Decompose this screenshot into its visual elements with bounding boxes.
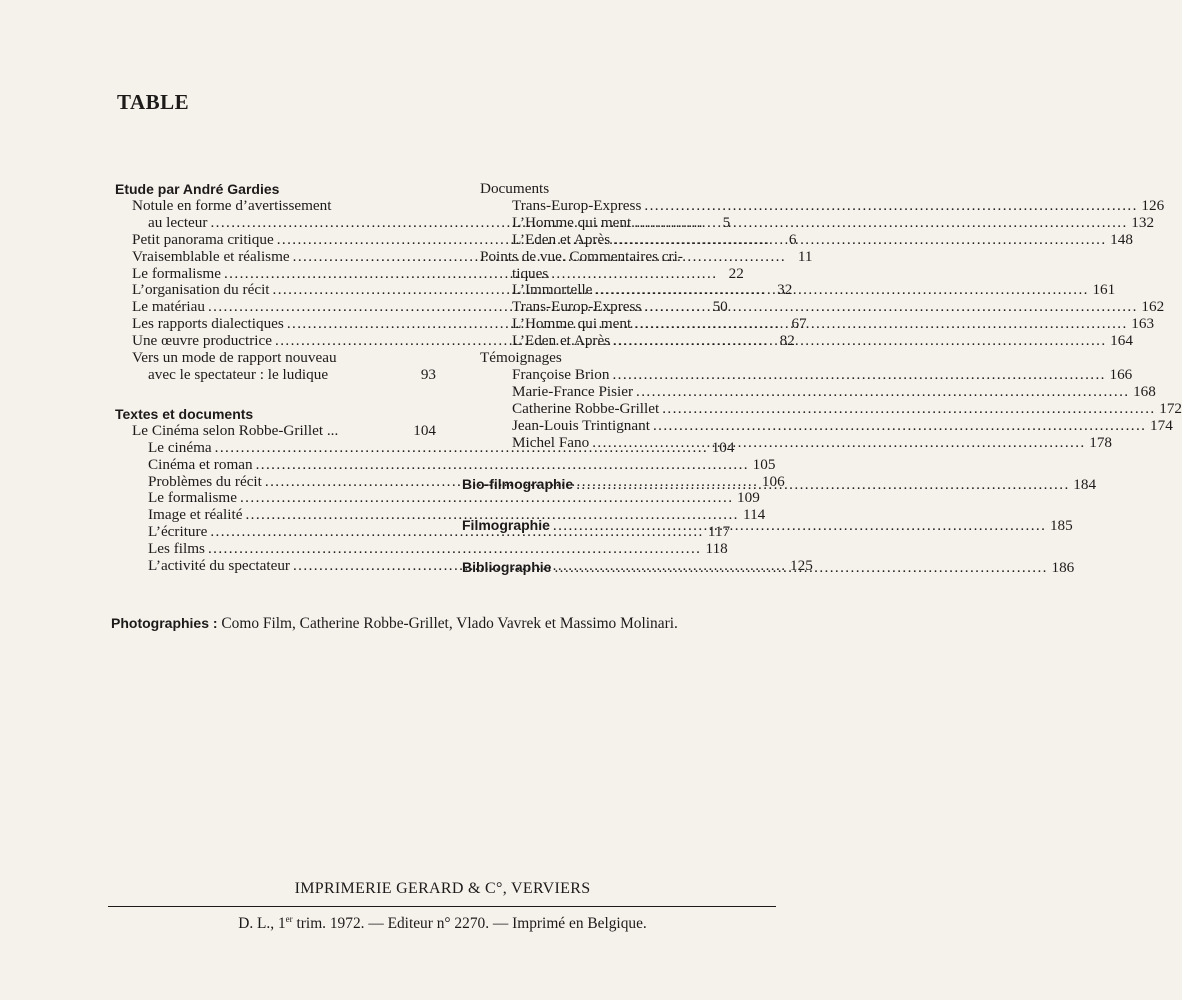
leader-dots bbox=[595, 282, 1086, 299]
toc-entry-text: L’Homme qui ment bbox=[512, 315, 632, 333]
page-number: 67 bbox=[791, 315, 807, 333]
page-number: 104 bbox=[413, 421, 436, 439]
page-number: 164 bbox=[1110, 332, 1133, 350]
section-heading-temoignages: Témoignages bbox=[480, 349, 562, 367]
toc-entry bbox=[115, 506, 766, 524]
section-heading-points-de-vue: Points de vue. Commentaires cri- bbox=[480, 247, 683, 265]
page-number: 106 bbox=[761, 472, 785, 490]
page-number: 22 bbox=[728, 264, 744, 282]
toc-entry-text: Le formalisme bbox=[132, 264, 221, 282]
toc-entry-text: Bibliographie bbox=[462, 559, 552, 576]
page-number: 174 bbox=[1150, 416, 1173, 434]
leader-dots bbox=[576, 477, 1067, 494]
toc-entry-text: Le cinéma bbox=[148, 438, 212, 456]
toc-entry-text: Les films bbox=[148, 540, 205, 558]
page-number: 6 bbox=[788, 230, 797, 248]
photo-credits bbox=[111, 614, 779, 633]
toc-entry bbox=[462, 298, 1165, 316]
toc-entry-text: Le formalisme bbox=[148, 489, 237, 507]
toc-entry-text: au lecteur bbox=[148, 213, 208, 231]
leader-dots bbox=[644, 198, 1135, 215]
page-number: 105 bbox=[752, 455, 776, 473]
page-number: 32 bbox=[777, 281, 793, 299]
photo-credits-text: Como Film, Catherine Robbe-Grillet, Vlado Vavrek et Massimo Molinari. bbox=[221, 615, 678, 632]
page-number: 11 bbox=[797, 247, 813, 265]
page-number: 117 bbox=[707, 523, 731, 541]
leader-dots bbox=[636, 384, 1127, 401]
leader-dots bbox=[612, 367, 1103, 384]
printer-imprint: IMPRIMERIE GERARD & C°, VERVIERS bbox=[294, 880, 591, 897]
toc-entry-text: Cinéma et roman bbox=[148, 455, 253, 473]
page-number: 162 bbox=[1141, 298, 1165, 316]
page-number: 172 bbox=[1159, 399, 1182, 417]
toc-entry-text: avec le spectateur : le ludique bbox=[148, 365, 329, 383]
page-title: TABLE bbox=[117, 90, 190, 114]
toc-entry bbox=[115, 540, 728, 558]
toc-entry bbox=[462, 416, 1173, 435]
legal-text-pre: D. L., 1 bbox=[238, 915, 286, 932]
toc-entry-text: Catherine Robbe-Grillet bbox=[512, 399, 660, 417]
toc-entry bbox=[462, 196, 1165, 215]
toc-entry bbox=[462, 399, 1182, 418]
page-number: 93 bbox=[420, 365, 436, 383]
page-number: 109 bbox=[737, 489, 760, 507]
toc-entry-text: Problèmes du récit bbox=[148, 472, 262, 490]
toc-entry bbox=[462, 433, 1113, 452]
toc-entry bbox=[462, 365, 1133, 384]
page-number: 184 bbox=[1073, 475, 1097, 493]
toc-entry bbox=[115, 367, 436, 384]
page-number: 114 bbox=[743, 506, 766, 524]
leader-dots bbox=[634, 316, 1125, 333]
toc-entry-text: Françoise Brion bbox=[512, 365, 610, 383]
toc-entry bbox=[115, 455, 776, 474]
toc-entry-text: Filmographie bbox=[462, 517, 550, 534]
toc-entry-text: Notule en forme d’avertissement bbox=[132, 196, 332, 214]
toc-entry-text: L’Eden et Après bbox=[512, 230, 611, 248]
section-heading-etude: Etude par André Gardies bbox=[115, 181, 280, 197]
toc-entry-text: L’Eden et Après bbox=[512, 332, 611, 350]
toc-entry-text: Bio-filmographie bbox=[462, 475, 574, 492]
page-number: 132 bbox=[1131, 213, 1155, 231]
divider bbox=[108, 906, 776, 907]
toc-entry-text: L’activité du spectateur bbox=[148, 557, 290, 575]
page-number: 118 bbox=[705, 540, 728, 558]
toc-entry-text: Jean-Louis Trintignant bbox=[512, 416, 650, 434]
toc-entry-text: L’Homme qui ment bbox=[512, 213, 632, 231]
toc-entry bbox=[462, 382, 1156, 401]
page-number: 178 bbox=[1089, 433, 1113, 451]
page-number: 50 bbox=[712, 298, 728, 316]
toc-entry-text: Image et réalité bbox=[148, 506, 243, 524]
page-number: 126 bbox=[1141, 196, 1165, 214]
leader-dots bbox=[634, 215, 1125, 232]
page-number: 161 bbox=[1092, 281, 1116, 299]
toc-entry bbox=[115, 489, 760, 507]
photo-credits-label: Photographies : bbox=[111, 615, 218, 631]
toc-entry-text: Les rapports dialectiques bbox=[132, 315, 284, 333]
page-number: 125 bbox=[790, 557, 813, 575]
page-number: 168 bbox=[1133, 382, 1156, 400]
page-number: 166 bbox=[1109, 365, 1133, 383]
page-number: 148 bbox=[1110, 230, 1133, 248]
leader-dots bbox=[613, 333, 1104, 350]
toc-entry bbox=[462, 230, 1133, 249]
toc-entry-filmographie bbox=[462, 517, 1073, 535]
toc-entry-text: L’Immortelle bbox=[512, 281, 593, 299]
toc-entry-text: Vraisemblable et réalisme bbox=[132, 247, 290, 265]
page-number: 104 bbox=[711, 438, 735, 456]
section-heading-points-de-vue-cont: tiques bbox=[512, 264, 549, 282]
legal-text-post: trim. 1972. — Editeur n° 2270. — Imprimé en Belgique. bbox=[292, 915, 647, 932]
toc-entry-text: Michel Fano bbox=[512, 433, 590, 451]
toc-entry-text: Vers un mode de rapport nouveau bbox=[132, 349, 337, 367]
page-number: 186 bbox=[1051, 559, 1075, 577]
toc-entry-text: Le Cinéma selon Robbe-Grillet ... bbox=[132, 421, 339, 439]
leader-dots bbox=[644, 299, 1135, 316]
toc-entry-text: Une œuvre productrice bbox=[132, 332, 273, 350]
toc-entry bbox=[462, 213, 1155, 232]
toc-entry-text: Marie-France Pisier bbox=[512, 382, 634, 400]
leader-dots bbox=[554, 557, 1045, 577]
legal-deposit-line bbox=[0, 915, 805, 933]
section-heading-documents: Documents bbox=[480, 180, 550, 197]
section-heading-textes: Textes et documents bbox=[115, 405, 254, 422]
toc-entry-text: Petit panorama critique bbox=[132, 230, 274, 248]
page-number: 5 bbox=[722, 213, 731, 231]
leader-dots bbox=[653, 418, 1144, 435]
toc-entry-text: Le matériau bbox=[132, 298, 205, 316]
toc-entry-bio-filmographie bbox=[462, 475, 1097, 494]
toc-entry-text: L’écriture bbox=[148, 523, 208, 541]
legal-text-sup: er bbox=[285, 913, 293, 924]
leader-dots bbox=[553, 518, 1044, 535]
page-number: 82 bbox=[779, 332, 795, 350]
leader-dots bbox=[592, 435, 1083, 452]
toc-entry-text: L’organisation du récit bbox=[132, 281, 270, 299]
toc-entry-text: Trans-Europ-Express bbox=[512, 298, 642, 316]
page-number: 163 bbox=[1131, 315, 1155, 333]
leader-dots bbox=[613, 232, 1104, 249]
toc-entry-text: Trans-Europ-Express bbox=[512, 196, 642, 214]
leader-dots bbox=[662, 401, 1153, 418]
toc-entry bbox=[115, 423, 436, 440]
page-number: 185 bbox=[1049, 517, 1073, 535]
